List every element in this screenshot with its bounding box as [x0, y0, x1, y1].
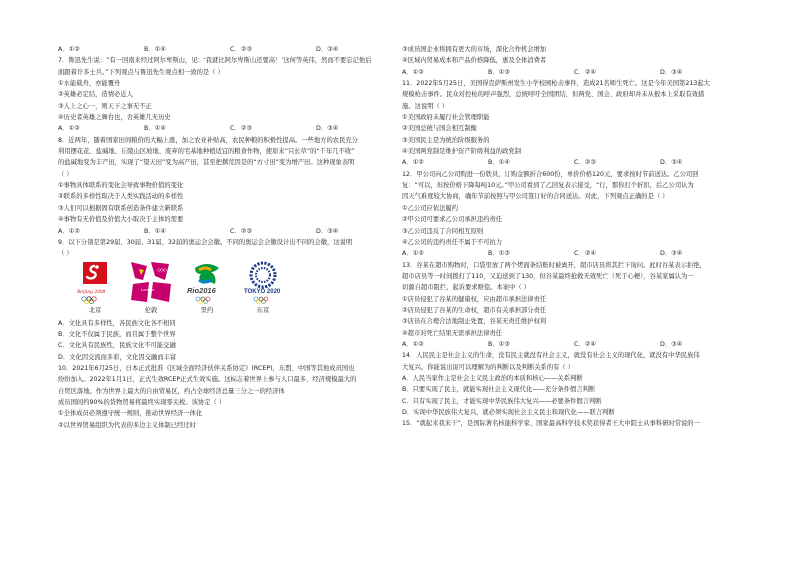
question-stem: 复：“可以，但按价格下降每吨10元。”甲公司看到了乙回复表示接受，“行，那你打个折扣，后乙公司认为 [402, 182, 694, 190]
rio-2016-emblem-icon [185, 260, 229, 304]
question-stem: 纷纷加入。2022年1月1日，正式生效RCEP正式生效实施。这标志着世界上参与人口最多、经济规模最大的 [58, 376, 357, 384]
question-11 [402, 78, 748, 169]
question-stem: 10．2021年6月25日，日本正式批准《区域全面经济伙伴关系协定》(RCEP)，东盟、中国等其他成员国也 [58, 364, 355, 372]
answer-options [402, 67, 748, 78]
svg-text:TOKYO 2020: TOKYO 2020 [244, 288, 281, 295]
choice-item: ②店员侵犯了谷某的生命权，超市有关承担部分责任 [402, 306, 547, 314]
option: A．①② [402, 250, 424, 258]
question-stem: （ ） [58, 250, 73, 258]
answer-option: C．文化具有民族性，民族文化不可能交融 [58, 342, 176, 350]
question-15 [402, 418, 748, 429]
question-stem: 超市店员等一时间拨打了110，又迫送到了130，但谷某最终抢救无效死亡（死于心梗），谷某家属认为一 [402, 272, 694, 280]
option: C．②③ [230, 125, 252, 133]
question-10 [58, 363, 404, 431]
choice-item: ③成员国企业将拥有更大的市场，深化合作机会增加 [402, 46, 547, 53]
choice-item: ④事物有无价值及价值大小取决于主体的需要 [58, 216, 184, 224]
left-column [58, 44, 404, 431]
option: D．③④ [316, 46, 339, 53]
choice-item: ④乙公司的违约责任不属于不可抗力 [402, 238, 503, 246]
answer-options [58, 226, 404, 237]
choice-item: ④美国两党制是维护资产阶级利益的政党制 [402, 148, 521, 156]
choice-item: ②英雄必定结，造情必近人 [58, 91, 133, 99]
question-stem: 利用摆花花、盐碱地、丘陵山区坡地、废弃的宅基地种植适宜的粮食作物，使原来“只长草”的“千年几不收” [58, 148, 355, 156]
question-13 [402, 260, 748, 351]
choice-item: ④历史者英雄之舞台也，舍英雄几无历史 [58, 114, 171, 122]
emblem-caption: 伦敦 [144, 306, 158, 314]
rio-emblem [180, 260, 234, 315]
question-stem: 13．谷某在超市购物时，口袋里放了两个烤面条结账时被离开，超市店员将其拦下询问。此时谷某表示拒绝， [402, 261, 706, 269]
emblem-caption: 东京 [256, 306, 270, 314]
choice-item: ①事物具体联系的变化会导致事物价值的变化 [58, 182, 184, 190]
question-9 [58, 237, 404, 363]
answer-options [402, 157, 748, 168]
option: A．①② [58, 46, 80, 53]
olympic-emblems [58, 260, 404, 318]
answer-options [402, 248, 748, 259]
choice-item: ③乙公司违反了合同相互原则 [402, 227, 484, 235]
choice-item: ③美国民主是为统治阶级服务的 [402, 136, 490, 144]
choice-item: ③店员在合理合法地制止处置，谷某无责任维护权利 [402, 318, 547, 326]
question-stem: 9．以下分别是第29届、30届、31届、32届的奥运会会徽。不同的奥运会会徽设计出不同的会徽，这说明 [58, 238, 353, 246]
question-stem: 15．“就起来我来干”，是国际著名核能科学家、国家最高科学技术奖获得者王大中院士从事科研时常说的一 [402, 420, 700, 428]
option: D．③④ [316, 125, 339, 133]
question-stem: 的盐碱地变为丰产田，实现了“望天田”变为高产田，甚至把撂荒因是的“方寸田”变为增产田。这种现象表明 [58, 159, 355, 167]
prev-question-options [58, 44, 404, 55]
option: D．③④ [660, 340, 683, 348]
choice-item: ③人们可以根据固有联系创造条件建立新联系 [58, 204, 184, 212]
question-10-continued [402, 44, 748, 78]
option: C．②③ [574, 159, 596, 167]
option: B．①③ [488, 250, 510, 258]
question-stem: 面跟着许多士兵。”下列观点与鲁迅先生观点相一致的是（ ） [58, 68, 224, 76]
answer-option: A．文化具有多样性，各民族文化各不相同 [58, 319, 176, 327]
option: C．②④ [574, 68, 596, 76]
question-7 [58, 55, 404, 134]
choice-item: ①乙公司应依法履约 [402, 204, 459, 212]
option: D．③④ [660, 159, 683, 167]
question-stem: 因天气难度较大协商，确年节前按照与甲公司签订好的合同送达。对此，下列观点正确的是（ ） [402, 193, 669, 201]
emblem-caption: 北京 [88, 306, 102, 314]
option: C．②③ [230, 46, 252, 53]
option: A．①② [402, 340, 424, 348]
question-12 [402, 169, 748, 260]
question-8 [58, 135, 404, 237]
svg-text:Rio2016: Rio2016 [187, 285, 216, 295]
option: B．①④ [144, 125, 166, 133]
tokyo-emblem [236, 260, 290, 315]
option: B．①③ [488, 340, 510, 348]
beijing-2008-emblem-icon [75, 260, 115, 304]
answer-option: D．文化因交流而多彩，文化因交融而丰富 [58, 353, 177, 361]
answer-option: B．只要实现了民主，就能实现社会主义现代化——充分条件假言判断 [402, 386, 596, 394]
question-stem: 11．2022年5月25日，美国得克萨斯州发生小学校园枪击事件，造成21名师生死亡。这是今年美国第213起大 [402, 80, 710, 88]
option: B．①④ [488, 159, 510, 167]
answer-options [58, 123, 404, 134]
answer-options [402, 339, 748, 350]
option: B．①④ [144, 227, 166, 235]
answer-option: A．人民当家作主是社会主义民主政治的本质和核心——关系判断 [402, 374, 583, 382]
svg-text:London: London [141, 286, 155, 292]
question-stem: 7．鲁迅先生说：“有一回南来经过阿尔卑斯山，见：‘我就比阿尔卑斯山还要高！’这何等英伟，然而不要忘记他后 [58, 57, 372, 65]
question-stem: 自贸区落地。作为世界上最大的自由贸易区，约占全球经济总量三分之一的经济体 [58, 387, 285, 395]
question-stem: 成员国间约90%的货物贸易将最终实现零关税。该协定（ ） [58, 398, 226, 406]
choice-item: ②甲公司可要求乙公司承担违约责任 [402, 216, 503, 224]
question-stem: 14．人民民主是社会主义的生命，没有民主就没有社会主义，就没有社会主义的现代化，就没有中华民族伟 [402, 352, 700, 360]
option: D．③④ [660, 68, 683, 76]
option: B．①④ [144, 46, 166, 53]
option: A．①② [402, 159, 424, 167]
option: D．③④ [660, 250, 683, 258]
choice-item: ②以世界贸易组织为代表的多边主义体制已经过时 [58, 421, 196, 429]
choice-item: ①水能载舟，亦能覆舟 [58, 80, 121, 88]
question-stem: （ ） [58, 170, 73, 178]
choice-item: ③人上之心一，则天下之事无不正 [58, 102, 152, 110]
question-14 [402, 350, 748, 418]
answer-option: C．只有实现了民主，才能实现中华民族伟大复兴——必要条件假言判断 [402, 397, 602, 405]
london-2012-emblem-icon [129, 260, 173, 304]
question-stem: 施。这说明（ ） [402, 102, 449, 110]
option: B．①③ [488, 68, 510, 76]
option: C．②③ [230, 227, 252, 235]
option: C．②④ [574, 340, 596, 348]
choice-item: ④区域内贸易成本和产品价格降低，惠及全体消费者 [402, 57, 547, 65]
choice-item: ①全体成员必须遵守统一规则，推动世界经济一体化 [58, 410, 203, 418]
answer-option: B．文化不仅属于民族，而且属于整个世界 [58, 330, 176, 338]
question-stem: 12．甲公司向乙公司购进一份铁具，订购金额折合600份，单价价格120元，要求按时节前送达。乙公司回 [402, 170, 699, 178]
choice-item: ④超市对死亡结果无需承担法律责任 [402, 329, 503, 337]
emblem-caption: 里约 [200, 306, 214, 314]
right-column [402, 44, 748, 430]
london-emblem [124, 260, 178, 315]
answer-option: D．实现中华民族伟大复兴，就必须实现社会主义民主和现代化——联言判断 [402, 409, 615, 416]
option: A．①② [58, 125, 80, 133]
question-stem: 8．近两年，随着国家田间粮价的大幅上涨，加之农业补贴高，农民种粮的积极性提高。一些地方的农民充分 [58, 136, 358, 144]
option: A．①② [58, 227, 80, 235]
svg-text:Beijing 2008: Beijing 2008 [77, 288, 106, 295]
question-stem: 规模枪击事件。民众对控枪的呼声强烈，总统呼吁全国团结，但两党、国会、政府却并未从根本上采取有效措 [402, 91, 705, 99]
question-stem: 大复兴。你能说出说可以理解为的判断以及判断关系的有（ ） [402, 363, 575, 371]
question-stem: 切源自超市阻拦，起诉要求赔偿。本案中（ ） [402, 284, 530, 292]
choice-item: ①美国政府未履行社会管理职能 [402, 114, 490, 122]
choice-item: ②联系的多样性取决于人类实践活动的多样性 [58, 193, 184, 201]
option: D．③④ [316, 227, 339, 235]
tokyo-2020-emblem-icon [241, 260, 285, 304]
option: A．①② [402, 68, 424, 76]
beijing-emblem [68, 260, 122, 315]
choice-item: ②美国总统与国会相互制衡 [402, 125, 477, 133]
choice-item: ①店员侵犯了谷某的健康权，应由超市承担法律责任 [402, 295, 547, 303]
option: C．②④ [574, 250, 596, 258]
